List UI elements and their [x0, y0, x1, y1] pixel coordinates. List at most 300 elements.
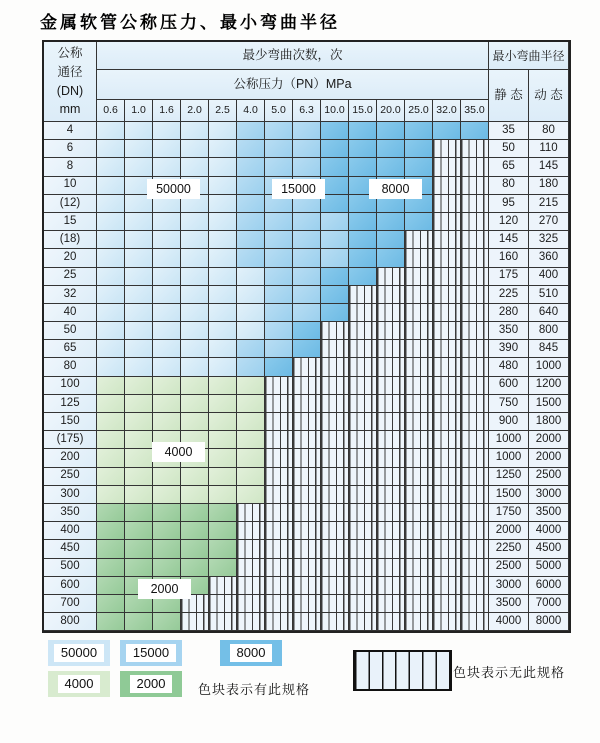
- spec-cell-none: [433, 377, 461, 395]
- legend-swatch-label: 50000: [54, 644, 104, 663]
- spec-cell-available: [209, 268, 237, 286]
- spec-cell-none: [321, 358, 349, 376]
- spec-cell-none: [349, 304, 377, 322]
- spec-cell-none: [377, 613, 405, 631]
- legend-swatch: [220, 640, 282, 666]
- spec-cell-available: [181, 395, 209, 413]
- pressure-tick: 20.0: [377, 100, 405, 122]
- spec-cell-available: [209, 231, 237, 249]
- static-radius-value: 225: [489, 286, 529, 304]
- spec-cell-none: [321, 613, 349, 631]
- dynamic-radius-value: 2500: [529, 468, 569, 486]
- spec-cell-none: [265, 486, 293, 504]
- spec-cell-available: [461, 122, 489, 140]
- spec-cell-none: [433, 613, 461, 631]
- spec-cell-available: [237, 340, 265, 358]
- spec-cell-available: [293, 231, 321, 249]
- spec-cell-available: [209, 486, 237, 504]
- spec-cell-available: [97, 595, 125, 613]
- spec-cell-none: [377, 431, 405, 449]
- spec-cell-none: [349, 559, 377, 577]
- spec-cell-available: [125, 322, 153, 340]
- spec-cell-none: [293, 431, 321, 449]
- spec-cell-available: [125, 431, 153, 449]
- cycle-count-label: 15000: [272, 179, 325, 199]
- spec-cell-available: [153, 304, 181, 322]
- spec-cell-none: [321, 504, 349, 522]
- spec-cell-available: [237, 304, 265, 322]
- spec-cell-available: [265, 286, 293, 304]
- spec-cell-available: [265, 358, 293, 376]
- dynamic-radius-value: 4000: [529, 522, 569, 540]
- spec-cell-available: [97, 213, 125, 231]
- spec-cell-available: [209, 286, 237, 304]
- spec-cell-available: [293, 322, 321, 340]
- spec-cell-available: [97, 122, 125, 140]
- spec-cell-none: [433, 577, 461, 595]
- dn-header-line: 通径: [57, 64, 83, 79]
- spec-cell-none: [433, 140, 461, 158]
- dn-value: 32: [44, 286, 97, 304]
- spec-cell-none: [293, 413, 321, 431]
- spec-cell-none: [349, 340, 377, 358]
- spec-cell-none: [433, 158, 461, 176]
- dynamic-radius-value: 1000: [529, 358, 569, 376]
- spec-cell-available: [125, 486, 153, 504]
- spec-cell-none: [461, 395, 489, 413]
- spec-cell-none: [377, 559, 405, 577]
- spec-cell-none: [461, 140, 489, 158]
- spec-cell-none: [265, 595, 293, 613]
- dynamic-radius-value: 845: [529, 340, 569, 358]
- spec-cell-none: [405, 522, 433, 540]
- spec-cell-available: [125, 468, 153, 486]
- spec-cell-available: [237, 358, 265, 376]
- dn-value: 125: [44, 395, 97, 413]
- dn-value: 600: [44, 577, 97, 595]
- pressure-tick: 0.6: [97, 100, 125, 122]
- spec-cell-none: [321, 431, 349, 449]
- dn-value: 350: [44, 504, 97, 522]
- spec-cell-available: [237, 449, 265, 467]
- spec-cell-available: [181, 540, 209, 558]
- min-radius-header: 最小弯曲半径: [489, 42, 569, 70]
- spec-cell-available: [97, 431, 125, 449]
- spec-cell-available: [153, 504, 181, 522]
- static-radius-value: 280: [489, 304, 529, 322]
- spec-cell-available: [377, 231, 405, 249]
- spec-cell-available: [293, 122, 321, 140]
- dynamic-radius-value: 325: [529, 231, 569, 249]
- spec-cell-available: [209, 468, 237, 486]
- legend-swatch-label: 8000: [230, 644, 273, 663]
- spec-cell-none: [405, 540, 433, 558]
- spec-cell-available: [97, 358, 125, 376]
- spec-cell-available: [153, 268, 181, 286]
- spec-cell-available: [153, 395, 181, 413]
- dynamic-radius-value: 2000: [529, 431, 569, 449]
- spec-cell-none: [405, 577, 433, 595]
- spec-cell-available: [181, 413, 209, 431]
- spec-cell-available: [237, 158, 265, 176]
- spec-cell-available: [209, 449, 237, 467]
- spec-cell-none: [433, 486, 461, 504]
- spec-cell-available: [125, 377, 153, 395]
- spec-cell-none: [405, 231, 433, 249]
- spec-cell-none: [349, 431, 377, 449]
- spec-cell-none: [321, 377, 349, 395]
- spec-cell-available: [209, 213, 237, 231]
- spec-cell-available: [97, 249, 125, 267]
- spec-cell-available: [237, 322, 265, 340]
- page-title: 金属软管公称压力、最小弯曲半径: [40, 13, 340, 33]
- spec-cell-available: [181, 377, 209, 395]
- spec-cell-none: [405, 613, 433, 631]
- spec-cell-available: [125, 213, 153, 231]
- spec-cell-available: [125, 522, 153, 540]
- dn-value: 200: [44, 449, 97, 467]
- spec-cell-none: [377, 413, 405, 431]
- spec-cell-available: [321, 158, 349, 176]
- spec-cell-available: [293, 249, 321, 267]
- spec-cell-available: [237, 286, 265, 304]
- spec-cell-available: [209, 522, 237, 540]
- spec-cell-available: [349, 122, 377, 140]
- spec-cell-none: [405, 486, 433, 504]
- dynamic-radius-value: 800: [529, 322, 569, 340]
- spec-cell-available: [125, 340, 153, 358]
- pressure-tick: 6.3: [293, 100, 321, 122]
- spec-cell-none: [265, 522, 293, 540]
- spec-cell-none: [433, 468, 461, 486]
- dn-value: 10: [44, 177, 97, 195]
- spec-cell-none: [461, 195, 489, 213]
- spec-cell-none: [265, 449, 293, 467]
- pressure-tick: 1.6: [153, 100, 181, 122]
- spec-cell-available: [153, 158, 181, 176]
- spec-cell-none: [433, 249, 461, 267]
- spec-cell-none: [433, 413, 461, 431]
- cycle-count-label: 2000: [138, 579, 191, 599]
- dn-header-line: mm: [59, 102, 81, 117]
- spec-cell-available: [153, 231, 181, 249]
- dn-header: [44, 42, 97, 122]
- spec-cell-available: [293, 158, 321, 176]
- dn-value: 25: [44, 268, 97, 286]
- spec-cell-available: [293, 140, 321, 158]
- static-radius-value: 2500: [489, 559, 529, 577]
- spec-cell-available: [405, 122, 433, 140]
- spec-cell-none: [293, 540, 321, 558]
- spec-cell-available: [97, 268, 125, 286]
- spec-cell-none: [433, 268, 461, 286]
- spec-cell-none: [237, 540, 265, 558]
- spec-cell-none: [405, 322, 433, 340]
- legend-swatch-label: 2000: [130, 675, 173, 694]
- spec-cell-none: [293, 577, 321, 595]
- dynamic-radius-value: 2000: [529, 449, 569, 467]
- spec-cell-none: [461, 577, 489, 595]
- dn-value: 6: [44, 140, 97, 158]
- spec-cell-available: [377, 140, 405, 158]
- spec-cell-available: [153, 413, 181, 431]
- spec-cell-available: [125, 395, 153, 413]
- dn-value: 80: [44, 358, 97, 376]
- spec-cell-none: [349, 540, 377, 558]
- spec-cell-available: [265, 213, 293, 231]
- pressure-tick: 2.5: [209, 100, 237, 122]
- spec-cell-none: [377, 486, 405, 504]
- spec-cell-available: [209, 540, 237, 558]
- dn-value: 20: [44, 249, 97, 267]
- spec-cell-none: [433, 195, 461, 213]
- dn-value: 8: [44, 158, 97, 176]
- spec-cell-none: [377, 577, 405, 595]
- dynamic-radius-value: 3500: [529, 504, 569, 522]
- spec-cell-available: [209, 395, 237, 413]
- dn-value: (18): [44, 231, 97, 249]
- spec-cell-none: [321, 322, 349, 340]
- spec-cell-available: [321, 249, 349, 267]
- spec-cell-available: [181, 522, 209, 540]
- spec-cell-available: [125, 449, 153, 467]
- static-radius-value: 4000: [489, 613, 529, 631]
- spec-cell-available: [153, 322, 181, 340]
- dynamic-radius-value: 1200: [529, 377, 569, 395]
- spec-cell-none: [433, 540, 461, 558]
- spec-cell-available: [237, 195, 265, 213]
- spec-cell-none: [321, 395, 349, 413]
- spec-cell-none: [377, 322, 405, 340]
- spec-cell-available: [181, 213, 209, 231]
- spec-cell-available: [349, 249, 377, 267]
- spec-cell-available: [97, 449, 125, 467]
- spec-cell-none: [293, 595, 321, 613]
- spec-cell-available: [321, 177, 349, 195]
- spec-cell-available: [181, 158, 209, 176]
- spec-cell-none: [349, 322, 377, 340]
- spec-cell-available: [97, 504, 125, 522]
- static-radius-value: 600: [489, 377, 529, 395]
- spec-cell-available: [293, 340, 321, 358]
- spec-cell-none: [349, 286, 377, 304]
- spec-cell-none: [461, 177, 489, 195]
- static-radius-value: 2000: [489, 522, 529, 540]
- cycle-count-label: 8000: [369, 179, 422, 199]
- spec-cell-available: [181, 322, 209, 340]
- spec-cell-none: [321, 540, 349, 558]
- spec-cell-none: [321, 468, 349, 486]
- spec-cell-none: [265, 540, 293, 558]
- spec-cell-available: [181, 122, 209, 140]
- spec-cell-none: [349, 595, 377, 613]
- spec-cell-available: [237, 140, 265, 158]
- dn-header-line: 公称: [57, 46, 83, 60]
- spec-cell-available: [237, 177, 265, 195]
- static-radius-value: 120: [489, 213, 529, 231]
- dynamic-radius-value: 180: [529, 177, 569, 195]
- spec-cell-available: [321, 231, 349, 249]
- spec-cell-none: [405, 468, 433, 486]
- spec-cell-available: [405, 140, 433, 158]
- dynamic-radius-value: 145: [529, 158, 569, 176]
- spec-cell-available: [321, 122, 349, 140]
- spec-cell-none: [293, 395, 321, 413]
- spec-cell-available: [97, 468, 125, 486]
- pressure-tick: 10.0: [321, 100, 349, 122]
- spec-cell-available: [125, 268, 153, 286]
- spec-cell-none: [209, 613, 237, 631]
- pressure-tick: 32.0: [433, 100, 461, 122]
- spec-cell-available: [181, 268, 209, 286]
- spec-cell-available: [349, 213, 377, 231]
- spec-cell-none: [461, 268, 489, 286]
- spec-cell-available: [153, 559, 181, 577]
- spec-cell-none: [349, 413, 377, 431]
- spec-cell-available: [237, 395, 265, 413]
- spec-cell-available: [181, 559, 209, 577]
- spec-cell-none: [433, 340, 461, 358]
- spec-cell-available: [209, 177, 237, 195]
- spec-cell-none: [265, 395, 293, 413]
- spec-cell-none: [461, 358, 489, 376]
- spec-cell-available: [349, 158, 377, 176]
- dynamic-radius-value: 8000: [529, 613, 569, 631]
- spec-cell-available: [97, 231, 125, 249]
- spec-cell-none: [237, 577, 265, 595]
- dn-value: 40: [44, 304, 97, 322]
- spec-cell-none: [461, 522, 489, 540]
- pressure-tick: 25.0: [405, 100, 433, 122]
- dn-value: 700: [44, 595, 97, 613]
- spec-cell-available: [181, 358, 209, 376]
- spec-cell-available: [97, 340, 125, 358]
- spec-cell-available: [153, 540, 181, 558]
- spec-cell-none: [461, 231, 489, 249]
- spec-cell-none: [461, 322, 489, 340]
- dn-value: 15: [44, 213, 97, 231]
- spec-cell-available: [265, 249, 293, 267]
- spec-cell-available: [209, 504, 237, 522]
- spec-cell-available: [349, 231, 377, 249]
- static-radius-value: 50: [489, 140, 529, 158]
- dn-value: (12): [44, 195, 97, 213]
- dn-value: 4: [44, 122, 97, 140]
- spec-cell-none: [461, 286, 489, 304]
- spec-cell-available: [209, 122, 237, 140]
- spec-cell-none: [405, 395, 433, 413]
- spec-cell-none: [349, 504, 377, 522]
- spec-cell-none: [181, 613, 209, 631]
- spec-cell-none: [349, 377, 377, 395]
- spec-cell-available: [321, 304, 349, 322]
- pressure-tick: 2.0: [181, 100, 209, 122]
- spec-cell-available: [209, 358, 237, 376]
- spec-cell-none: [293, 468, 321, 486]
- cycle-count-label: 50000: [147, 179, 200, 199]
- spec-cell-available: [265, 268, 293, 286]
- spec-cell-available: [265, 340, 293, 358]
- legend-has-spec-text: 色块表示有此规格: [198, 682, 311, 697]
- dn-value: 250: [44, 468, 97, 486]
- spec-cell-none: [321, 595, 349, 613]
- spec-cell-none: [237, 559, 265, 577]
- spec-cell-none: [433, 504, 461, 522]
- spec-cell-none: [433, 559, 461, 577]
- spec-cell-available: [433, 122, 461, 140]
- static-radius-value: 390: [489, 340, 529, 358]
- spec-cell-none: [405, 340, 433, 358]
- spec-cell-available: [153, 249, 181, 267]
- spec-grid: [44, 42, 569, 631]
- legend-swatch: [48, 640, 110, 666]
- spec-cell-available: [97, 395, 125, 413]
- dynamic-radius-value: 215: [529, 195, 569, 213]
- spec-cell-none: [377, 540, 405, 558]
- spec-cell-none: [349, 486, 377, 504]
- pressure-tick: 15.0: [349, 100, 377, 122]
- static-radius-value: 2250: [489, 540, 529, 558]
- spec-cell-none: [461, 540, 489, 558]
- spec-cell-available: [237, 486, 265, 504]
- dn-header-line: (DN): [56, 83, 84, 98]
- pressure-header: 公称压力（PN）MPa: [97, 70, 489, 100]
- spec-cell-available: [237, 213, 265, 231]
- spec-cell-none: [209, 577, 237, 595]
- spec-cell-none: [433, 358, 461, 376]
- static-radius-value: 1250: [489, 468, 529, 486]
- spec-cell-none: [377, 395, 405, 413]
- static-radius-value: 1500: [489, 486, 529, 504]
- dynamic-radius-value: 400: [529, 268, 569, 286]
- spec-cell-available: [209, 304, 237, 322]
- dynamic-radius-value: 6000: [529, 577, 569, 595]
- spec-cell-none: [433, 522, 461, 540]
- spec-cell-available: [153, 358, 181, 376]
- static-radius-value: 175: [489, 268, 529, 286]
- spec-cell-none: [433, 595, 461, 613]
- spec-cell-none: [237, 504, 265, 522]
- spec-cell-none: [265, 377, 293, 395]
- dynamic-radius-value: 270: [529, 213, 569, 231]
- spec-cell-available: [153, 122, 181, 140]
- spec-cell-none: [433, 213, 461, 231]
- legend-swatch: [120, 640, 182, 666]
- dn-value: (175): [44, 431, 97, 449]
- spec-cell-none: [377, 377, 405, 395]
- spec-cell-available: [293, 213, 321, 231]
- spec-cell-none: [265, 577, 293, 595]
- spec-cell-available: [97, 577, 125, 595]
- spec-cell-available: [97, 540, 125, 558]
- spec-cell-available: [405, 158, 433, 176]
- legend-swatch-label: 4000: [58, 675, 101, 694]
- spec-cell-available: [265, 140, 293, 158]
- spec-cell-none: [321, 522, 349, 540]
- legend-swatch-label: 15000: [126, 644, 176, 663]
- spec-cell-none: [377, 340, 405, 358]
- static-radius-value: 160: [489, 249, 529, 267]
- spec-cell-none: [461, 377, 489, 395]
- spec-cell-available: [125, 358, 153, 376]
- spec-cell-none: [265, 468, 293, 486]
- dn-value: 100: [44, 377, 97, 395]
- dynamic-radius-value: 5000: [529, 559, 569, 577]
- spec-cell-none: [349, 449, 377, 467]
- spec-cell-none: [461, 249, 489, 267]
- spec-cell-available: [125, 413, 153, 431]
- spec-cell-available: [209, 249, 237, 267]
